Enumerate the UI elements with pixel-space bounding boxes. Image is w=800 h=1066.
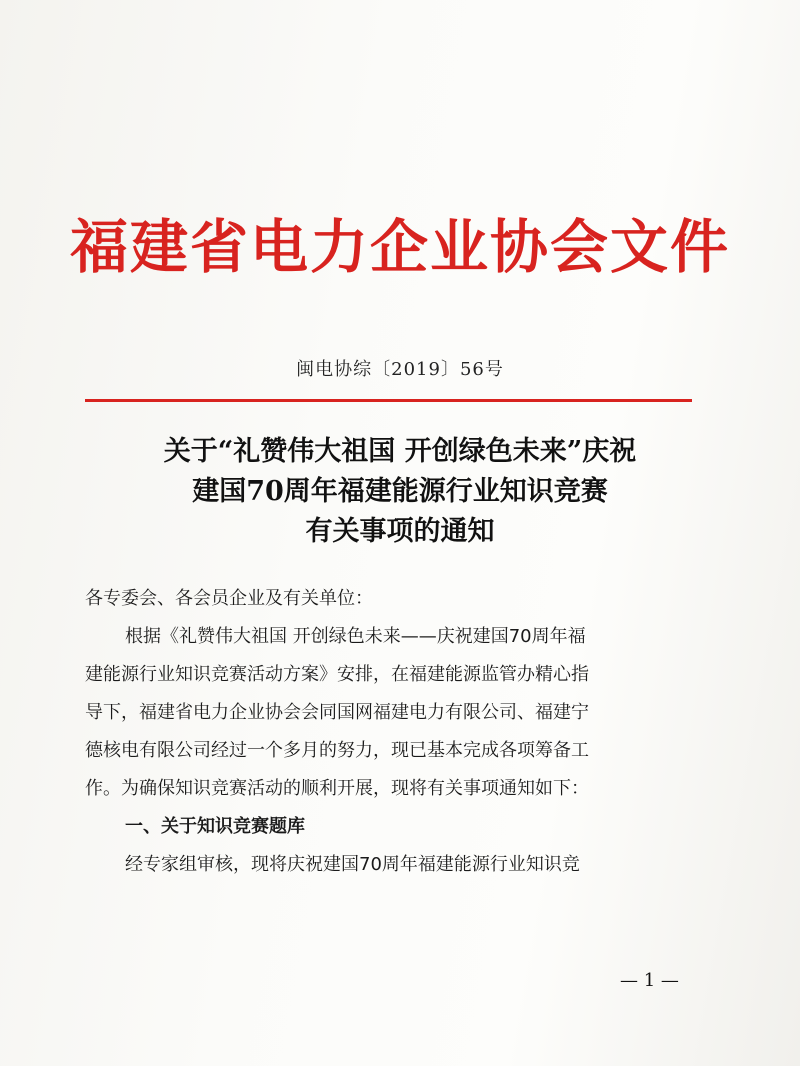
- notice-title: [0, 432, 800, 552]
- paragraph-1-line-4: 德核电有限公司经过一个多月的努力，现已基本完成各项筹备工: [85, 740, 589, 761]
- paragraph-1-line-1: 根据《礼赞伟大祖国 开创绿色未来——庆祝建国70周年福: [125, 626, 586, 647]
- paragraph-1-line-2: 建能源行业知识竞赛活动方案》安排，在福建能源监管办精心指: [85, 664, 589, 685]
- section-1-heading: 一、关于知识竞赛题库: [125, 816, 305, 837]
- notice-title-line-2: 建国70周年福建能源行业知识竞赛: [192, 476, 608, 507]
- notice-title-line-3: 有关事项的通知: [305, 516, 495, 547]
- notice-title-line-1: 关于“礼赞伟大祖国 开创绿色未来”庆祝: [163, 436, 637, 467]
- organization-header: 福建省电力企业协会文件: [69, 213, 730, 281]
- page-number: — 1 —: [620, 970, 679, 991]
- salutation: 各专委会、各会员企业及有关单位：: [85, 588, 373, 609]
- notice-body: [85, 580, 697, 884]
- paragraph-1-line-3: 导下，福建省电力企业协会会同国网福建电力有限公司、福建宁: [85, 702, 589, 723]
- paragraph-2-line-1: 经专家组审核，现将庆祝建国70周年福建能源行业知识竞: [125, 854, 580, 875]
- red-separator-line: [85, 399, 692, 402]
- paragraph-1-line-5: 作。为确保知识竞赛活动的顺利开展，现将有关事项通知如下：: [85, 778, 589, 799]
- document-number: 闽电协综〔2019〕56号: [296, 359, 504, 380]
